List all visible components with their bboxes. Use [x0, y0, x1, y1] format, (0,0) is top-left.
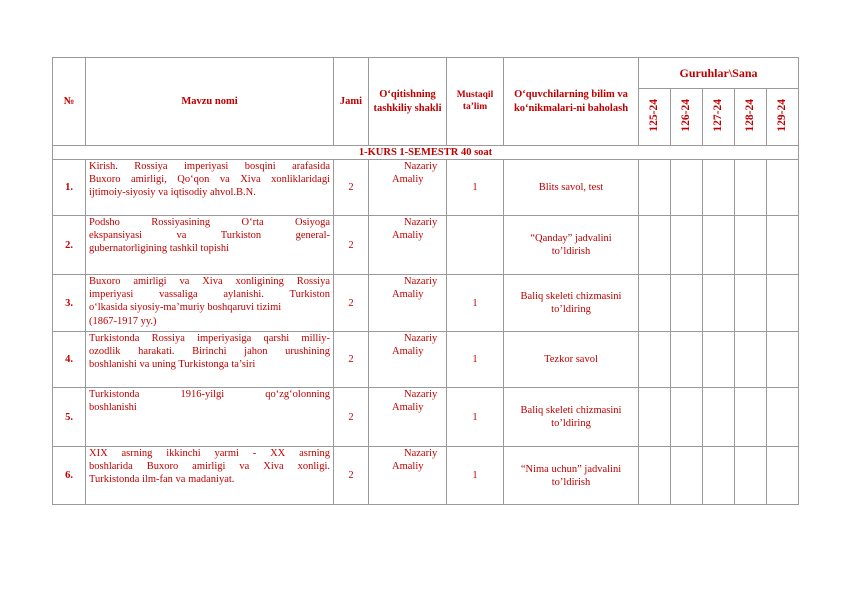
table-row [53, 388, 799, 447]
group-cell[interactable] [735, 216, 767, 275]
lesson-form: Nazariy Amaliy [369, 447, 447, 505]
total-hours: 2 [334, 275, 369, 332]
table-row [53, 332, 799, 388]
independent-hours: 1 [447, 447, 504, 505]
group-cell[interactable] [767, 216, 799, 275]
group-cell[interactable] [767, 160, 799, 216]
assessment-cell: Baliq skeleti chizmasini to’ldiring [504, 275, 639, 332]
topic-cell: Turkistonda 1916-yilgi qo‘zg‘olonning boshlanishi [86, 388, 334, 447]
group-cell[interactable] [671, 216, 703, 275]
row-number: 6. [53, 447, 86, 505]
lesson-form: Nazariy Amaliy [369, 388, 447, 447]
group-cell[interactable] [703, 447, 735, 505]
assessment-cell: Blits savol, test [504, 160, 639, 216]
lesson-plan-table [52, 57, 799, 505]
lesson-form: Nazariy Amaliy [369, 332, 447, 388]
group-cell[interactable] [671, 332, 703, 388]
header-topic: Mavzu nomi [86, 58, 334, 146]
group-cell[interactable] [639, 160, 671, 216]
group-cell[interactable] [767, 447, 799, 505]
semester-label: 1-KURS 1-SEMESTR 40 soat [53, 146, 799, 160]
group-cell[interactable] [671, 447, 703, 505]
independent-hours: 1 [447, 160, 504, 216]
header-group-4: 128-24 [735, 89, 767, 146]
row-number: 1. [53, 160, 86, 216]
header-form: O‘qitishning tashkiliy shakli [369, 58, 447, 146]
table-row [53, 275, 799, 332]
total-hours: 2 [334, 447, 369, 505]
independent-hours: 1 [447, 388, 504, 447]
table-row [53, 160, 799, 216]
assessment-cell: “Qanday” jadvalini to’ldirish [504, 216, 639, 275]
row-number: 2. [53, 216, 86, 275]
header-groups-date: Guruhlar\Sana [639, 58, 799, 89]
group-cell[interactable] [735, 160, 767, 216]
group-cell[interactable] [735, 332, 767, 388]
row-number: 3. [53, 275, 86, 332]
group-cell[interactable] [767, 275, 799, 332]
group-cell[interactable] [703, 332, 735, 388]
independent-hours [447, 216, 504, 275]
header-group-3: 127-24 [703, 89, 735, 146]
header-total: Jami [334, 58, 369, 146]
group-cell[interactable] [703, 160, 735, 216]
row-number: 5. [53, 388, 86, 447]
row-number: 4. [53, 332, 86, 388]
group-cell[interactable] [703, 275, 735, 332]
lesson-form: Nazariy Amaliy [369, 275, 447, 332]
group-cell[interactable] [639, 447, 671, 505]
table-row [53, 447, 799, 505]
group-cell[interactable] [639, 216, 671, 275]
assessment-cell: “Nima uchun” jadvalini to’ldirish [504, 447, 639, 505]
group-cell[interactable] [639, 332, 671, 388]
group-cell[interactable] [639, 275, 671, 332]
group-cell[interactable] [767, 332, 799, 388]
total-hours: 2 [334, 332, 369, 388]
group-cell[interactable] [671, 160, 703, 216]
topic-cell: Podsho Rossiyasining O‘rta Osiyoga ekspansiyasi va Turkiston general- gubernatorligining tashkil topishi [86, 216, 334, 275]
header-assessment: O‘quvchilarning bilim va ko‘nikmalari-ni baholash [504, 58, 639, 146]
lesson-form: Nazariy Amaliy [369, 160, 447, 216]
table-row [53, 216, 799, 275]
group-cell[interactable] [671, 275, 703, 332]
lesson-form: Nazariy Amaliy [369, 216, 447, 275]
header-group-5: 129-24 [767, 89, 799, 146]
group-cell[interactable] [703, 216, 735, 275]
header-group-2: 126-24 [671, 89, 703, 146]
topic-cell: Buxoro amirligi va Xiva xonligining Rossiya imperiyasi vassaliga aylanishi. Turkiston o‘lkasida siyosiy-ma’muriy boshqaruvi tizimi (1867-1917 yy.) [86, 275, 334, 332]
header-group-1: 125-24 [639, 89, 671, 146]
group-cell[interactable] [735, 275, 767, 332]
group-cell[interactable] [735, 447, 767, 505]
assessment-cell: Tezkor savol [504, 332, 639, 388]
assessment-cell: Baliq skeleti chizmasini to’ldiring [504, 388, 639, 447]
group-cell[interactable] [767, 388, 799, 447]
group-cell[interactable] [671, 388, 703, 447]
topic-cell: Turkistonda Rossiya imperiyasiga qarshi milliy- ozodlik harakati. Birinchi jahon urushining boshlanishi va uning Turkistonga ta’siri [86, 332, 334, 388]
header-independent: Mustaqil ta’lim [447, 58, 504, 146]
header-num: № [53, 58, 86, 146]
independent-hours: 1 [447, 332, 504, 388]
group-cell[interactable] [639, 388, 671, 447]
total-hours: 2 [334, 160, 369, 216]
total-hours: 2 [334, 216, 369, 275]
total-hours: 2 [334, 388, 369, 447]
group-cell[interactable] [703, 388, 735, 447]
independent-hours: 1 [447, 275, 504, 332]
topic-cell: XIX asrning ikkinchi yarmi - XX asrning boshlarida Buxoro amirligi va Xiva xonligi. Turkistonda ilm-fan va madaniyat. [86, 447, 334, 505]
group-cell[interactable] [735, 388, 767, 447]
topic-cell: Kirish. Rossiya imperiyasi bosqini arafasida Buxoro amirligi, Qo‘qon va Xiva xonliklaridagi ijtimoiy-siyosiy va iqtisodiy ahvol.B.N. [86, 160, 334, 216]
